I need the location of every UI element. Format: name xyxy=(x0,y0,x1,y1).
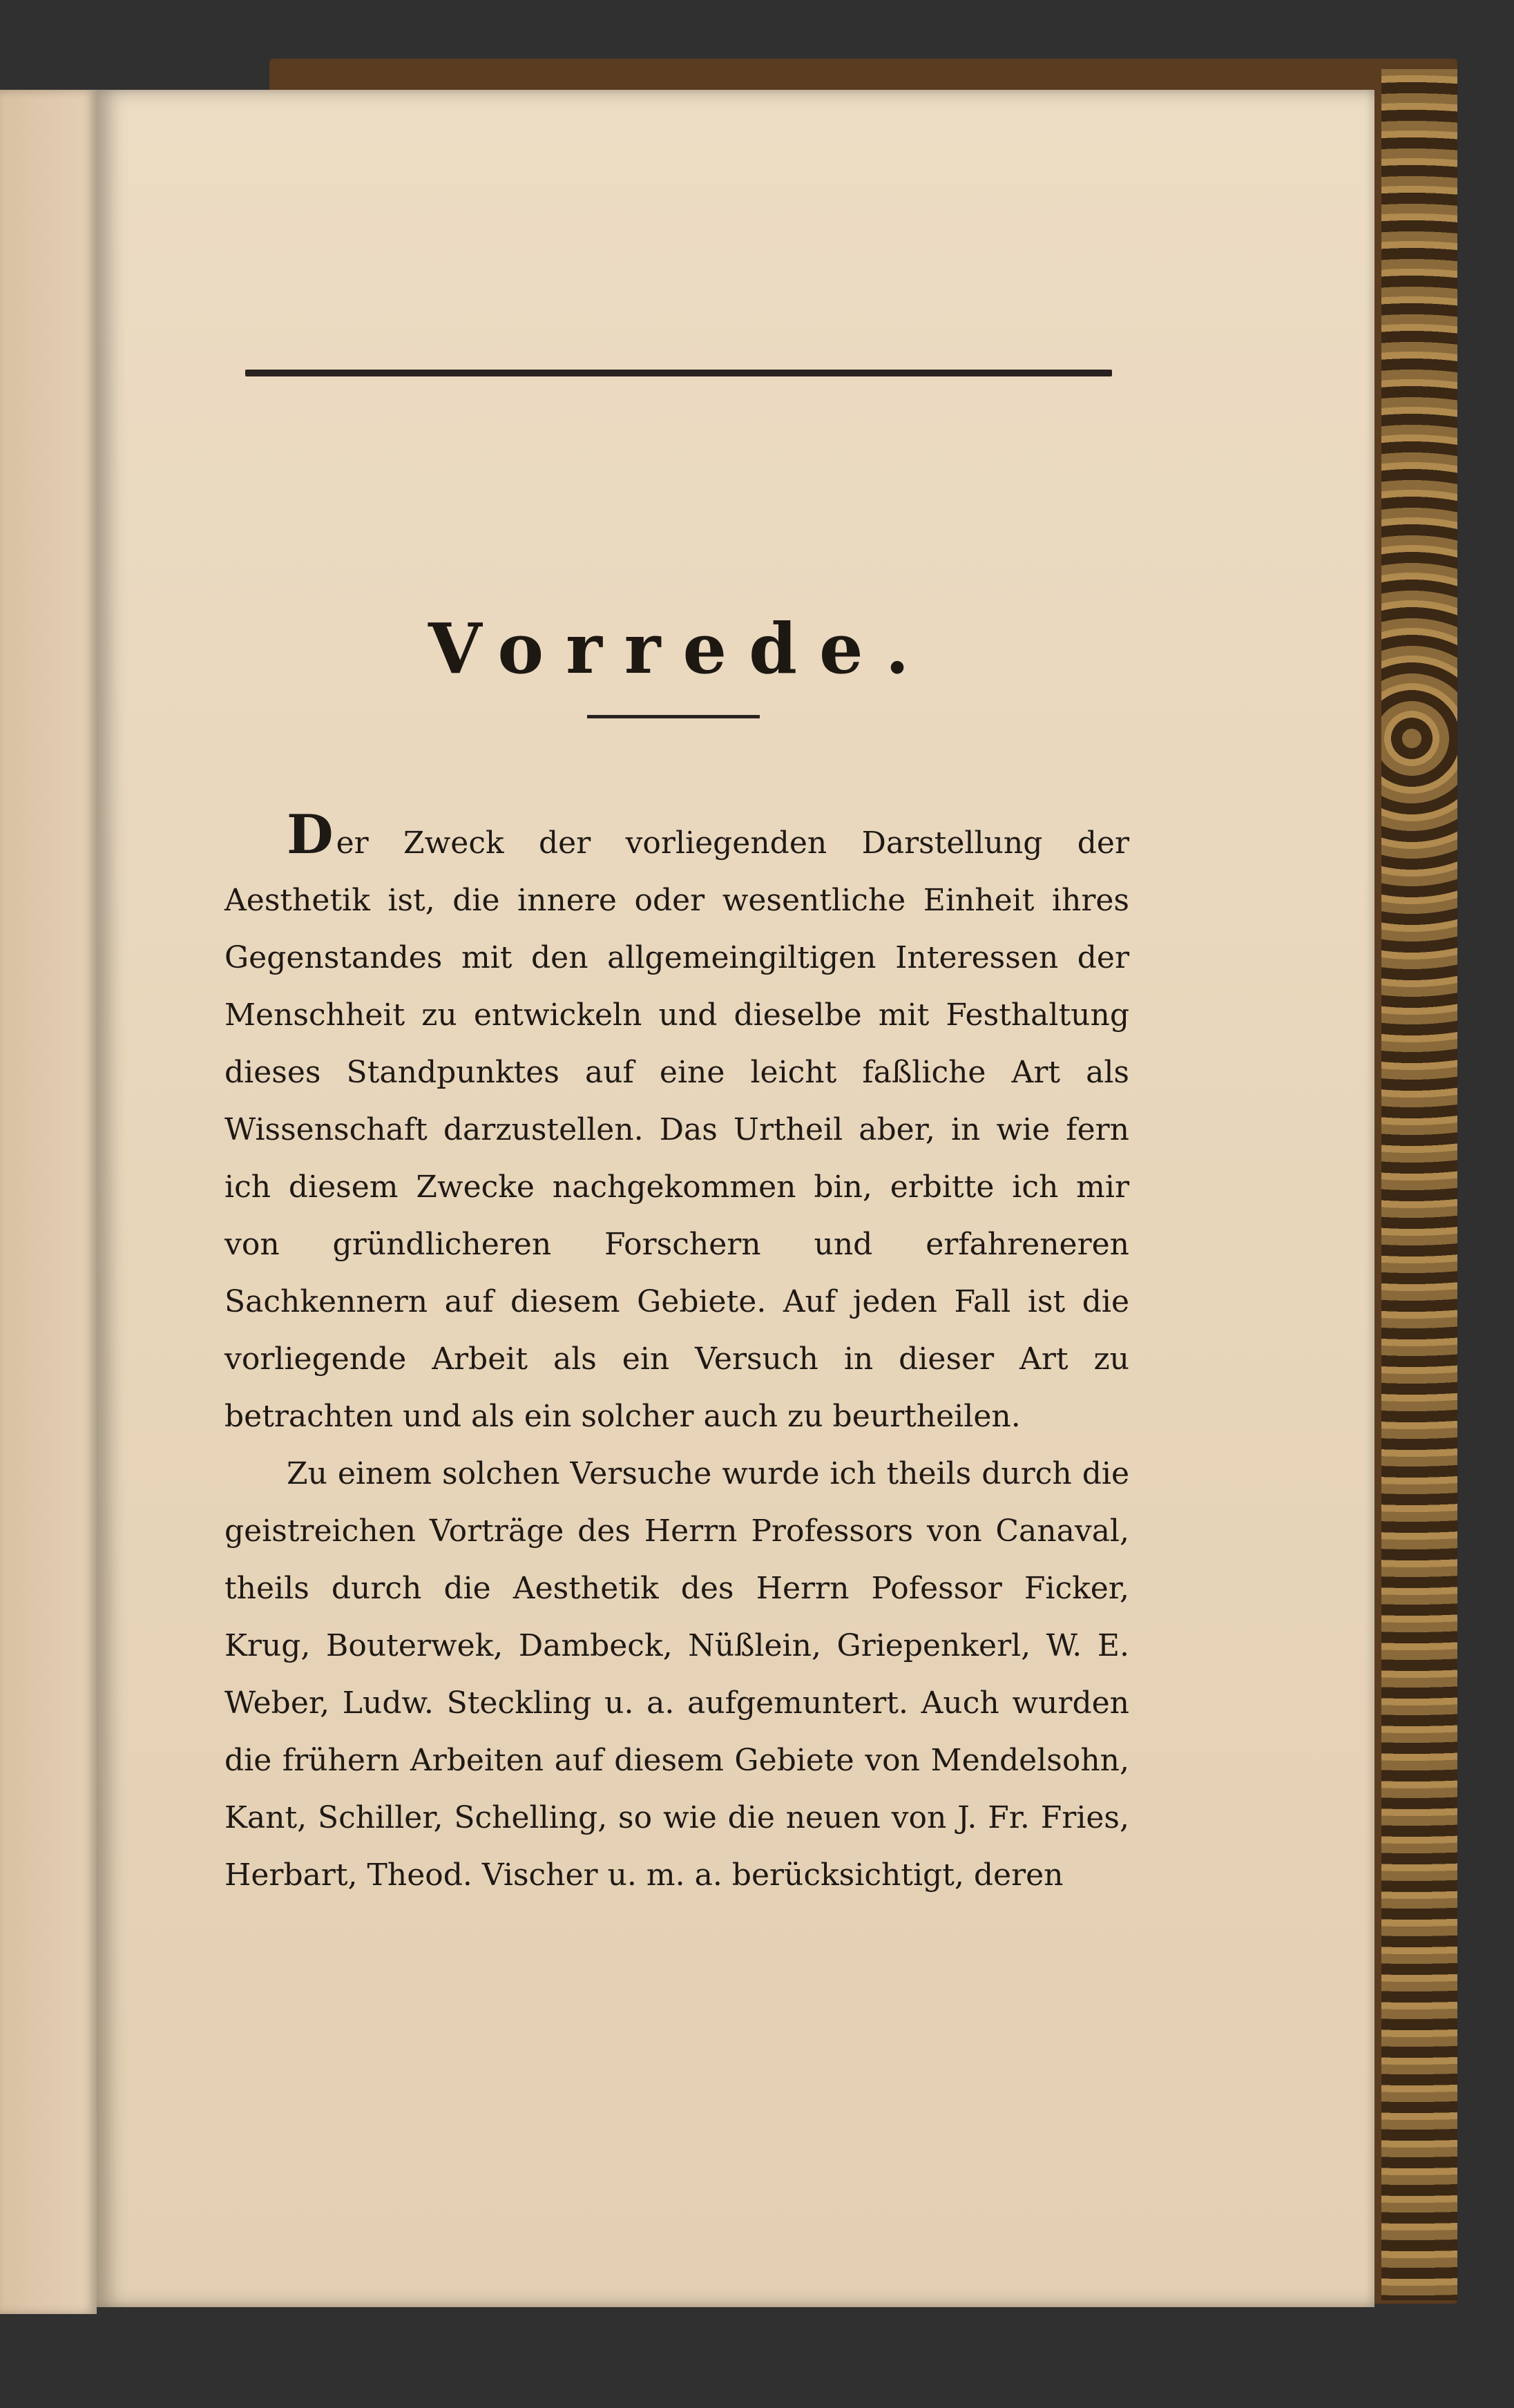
page-title: Vorrede. xyxy=(428,608,932,689)
drop-cap: D xyxy=(287,803,334,866)
header-rule xyxy=(245,370,1112,376)
left-page-edge xyxy=(0,90,97,2314)
book-spine-edge xyxy=(1381,69,1457,2300)
paragraph-2: Zu einem solchen Versuche wurde ich theils durch die geistreichen Vorträge des Herrn Professors von Canaval, theils durch die Aesthetik des Herrn Pofessor Ficker, Krug, Bouterwek, Dambeck, Nüßlein, Griepenkerl, W. E. Weber, Ludw. Steckling u. a. aufgemuntert. Auch wurden die frühern Arbeiten auf diesem Gebiete von Mendelsohn, Kant, Schiller, Schelling, so wie die neuen von J. Fr. Fries, Herbart, Theod. Vischer u. m. a. berücksichtigt, deren xyxy=(224,1456,1129,1893)
body-text xyxy=(224,803,1129,1904)
title-underline xyxy=(587,715,760,718)
paragraph-1-text: er Zweck der vorliegenden Darstellung der Aesthetik ist, die innere oder wesentliche Einheit ihres Gegenstandes mit den allgemeingiltigen Interessen der Menschheit zu entwickeln und dieselbe mit Festhaltung dieses Standpunktes auf eine leicht faßliche Art als Wissenschaft darzustellen. Das Urtheil aber, in wie fern ich diesem Zwecke nachgekommen bin, erbitte ich mir von gründlicheren Forschern und erfahreneren Sachkennern auf diesem Gebiete. Auf jeden Fall ist die vorliegende Arbeit als ein Versuch in dieser Art zu betrachten und als ein solcher auch zu beurtheilen. xyxy=(224,825,1129,1434)
paragraph-1 xyxy=(224,803,1129,1445)
